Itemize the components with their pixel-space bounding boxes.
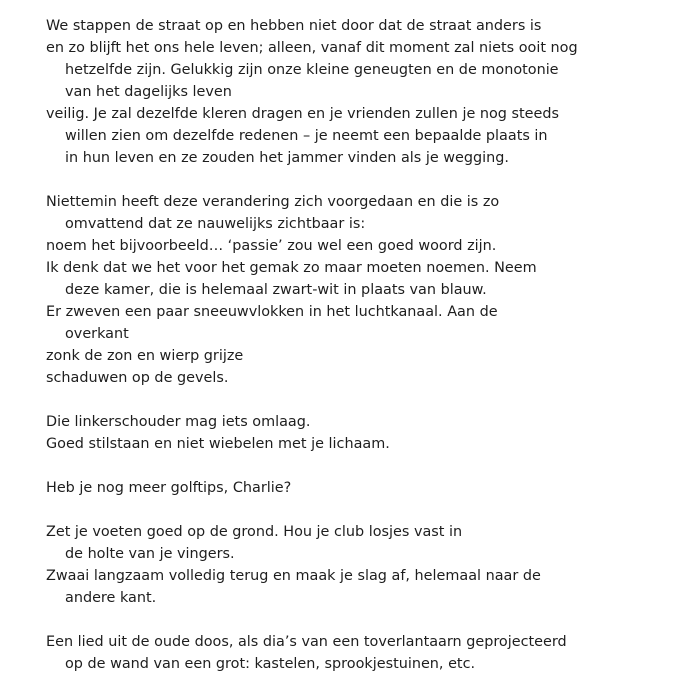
poem-line: en zo blijft het ons hele leven; alleen, vanaf dit moment zal niets ooit nog (46, 40, 578, 56)
poem-line: op de wand van een grot: kastelen, sprookjestuinen, etc. (65, 656, 476, 672)
stanza (46, 411, 666, 455)
stanza (46, 15, 666, 169)
stanza (46, 631, 666, 675)
stanza (46, 521, 666, 609)
stanza-break (46, 609, 666, 631)
stanza-break (46, 169, 666, 191)
poem-line: hetzelfde zijn. Gelukkig zijn onze kleine geneugten en de monotonie (65, 62, 559, 78)
poem-line: Er zweven een paar sneeuwvlokken in het luchtkanaal. Aan de (46, 304, 498, 320)
poem-line: omvattend dat ze nauwelijks zichtbaar is: (65, 216, 366, 232)
poem-line: overkant (65, 326, 129, 342)
poem-line: willen zien om dezelfde redenen – je neemt een bepaalde plaats in (65, 128, 548, 144)
poem-line: Die linkerschouder mag iets omlaag. (46, 414, 311, 430)
poem-line: Zwaai langzaam volledig terug en maak je slag af, helemaal naar de (46, 568, 541, 584)
poem-line: Zet je voeten goed op de grond. Hou je club losjes vast in (46, 524, 463, 540)
stanza-break (46, 499, 666, 521)
poem-line: in hun leven en ze zouden het jammer vinden als je wegging. (65, 150, 509, 166)
poem-line: de holte van je vingers. (65, 546, 235, 562)
poem-line: van het dagelijks leven (65, 84, 232, 100)
poem-line: Een lied uit de oude doos, als dia’s van een toverlantaarn geprojecteerd (46, 634, 567, 650)
poem-text (46, 15, 666, 675)
poem-line: andere kant. (65, 590, 157, 606)
poem-line: Goed stilstaan en niet wiebelen met je lichaam. (46, 436, 390, 452)
poem-line: Ik denk dat we het voor het gemak zo maar moeten noemen. Neem (46, 260, 537, 276)
poem-line: schaduwen op de gevels. (46, 370, 229, 386)
poem-line: Niettemin heeft deze verandering zich voorgedaan en die is zo (46, 194, 500, 210)
poem-line: veilig. Je zal dezelfde kleren dragen en je vrienden zullen je nog steeds (46, 106, 559, 122)
stanza (46, 477, 666, 499)
poem-line: noem het bijvoorbeeld… ‘passie’ zou wel een goed woord zijn. (46, 238, 497, 254)
poem-line: We stappen de straat op en hebben niet door dat de straat anders is (46, 18, 542, 34)
stanza-break (46, 455, 666, 477)
poem-line: Heb je nog meer golftips, Charlie? (46, 480, 292, 496)
poem-line: zonk de zon en wierp grijze (46, 348, 244, 364)
poem-line: deze kamer, die is helemaal zwart-wit in plaats van blauw. (65, 282, 487, 298)
stanza-break (46, 389, 666, 411)
stanza (46, 191, 666, 389)
